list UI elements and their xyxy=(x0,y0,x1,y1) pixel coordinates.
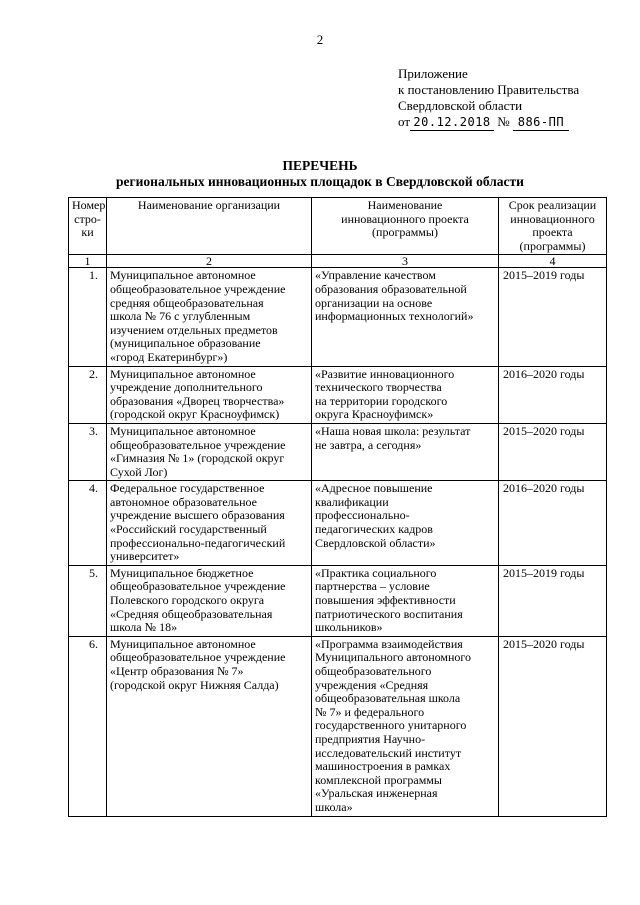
title-line: ПЕРЕЧЕНЬ xyxy=(282,158,358,173)
implementation-period: 2015–2019 годы xyxy=(499,268,607,366)
implementation-period: 2015–2020 годы xyxy=(499,636,607,816)
appendix-block xyxy=(398,66,579,131)
text-line: комплексной программы xyxy=(315,772,442,787)
appendix-line: Приложение xyxy=(398,66,468,81)
implementation-period: 2016–2020 годы xyxy=(499,366,607,423)
organization-name xyxy=(107,636,312,816)
text-line: Муниципальное автономное xyxy=(110,268,256,283)
text-line: повышения эффективности xyxy=(315,593,456,608)
appendix-line: к постановлению Правительства xyxy=(398,82,580,97)
column-number: 1 xyxy=(69,255,107,268)
page-number: 2 xyxy=(316,32,324,47)
text-line: Муниципальное бюджетное xyxy=(110,565,254,580)
text-line: организации на основе xyxy=(315,295,433,310)
document-number: 886-ПП xyxy=(513,114,569,131)
text-line: изучением отдельных предметов xyxy=(110,322,278,337)
organization-name xyxy=(107,366,312,423)
text-line: информационных технологий» xyxy=(315,309,474,324)
row-number: 6. xyxy=(69,636,107,816)
text-line: «Уральская инженерная xyxy=(315,786,438,801)
text-line: общеобразовательное учреждение xyxy=(110,437,286,452)
document-title xyxy=(0,158,640,190)
text-line: на территории городского xyxy=(315,393,448,408)
organization-name xyxy=(107,481,312,566)
text-line: учреждение дополнительного xyxy=(110,380,263,395)
row-number: 1. xyxy=(69,268,107,366)
text-line: профессионально-педагогический xyxy=(110,535,286,550)
project-name xyxy=(312,636,499,816)
column-number-row xyxy=(69,255,607,268)
text-line: Федеральное государственное xyxy=(110,481,265,496)
header-line: Номер xyxy=(72,198,106,212)
header-num xyxy=(69,198,107,255)
header-line: стро- xyxy=(74,211,101,226)
text-line: Свердловской области» xyxy=(315,535,436,550)
text-line: государственного унитарного xyxy=(315,718,467,733)
table-row xyxy=(69,268,607,366)
title-line: региональных инновационных площадок в Свердловской области xyxy=(116,174,524,189)
text-line: «Средняя общеобразовательная xyxy=(110,606,273,621)
text-line: «Адресное повышение xyxy=(315,481,433,496)
text-line: (муниципальное образование xyxy=(110,336,261,351)
header-org xyxy=(107,198,312,255)
text-line: «город Екатеринбург») xyxy=(110,349,228,364)
text-line: учреждение высшего образования xyxy=(110,508,285,523)
appendix-line: Свердловской области xyxy=(398,98,523,113)
table-header-row xyxy=(69,198,607,255)
organization-name xyxy=(107,268,312,366)
text-line: школа № 76 с углубленным xyxy=(110,309,251,324)
column-number: 4 xyxy=(499,255,607,268)
text-line: «Программа взаимодействия xyxy=(315,636,463,651)
header-line: Наименование xyxy=(367,198,443,212)
text-line: машиностроения в рамках xyxy=(315,759,451,774)
text-line: «Наша новая школа: результат xyxy=(315,423,471,438)
text-line: не завтра, а сегодня» xyxy=(315,437,422,452)
number-prefix: № xyxy=(497,114,510,129)
text-line: педагогических кадров xyxy=(315,522,433,537)
text-line: Муниципального автономного xyxy=(315,650,472,665)
project-name xyxy=(312,423,499,480)
text-line: Муниципальное автономное xyxy=(110,423,256,438)
organization-name xyxy=(107,423,312,480)
header-line: Наименование организации xyxy=(137,198,281,212)
text-line: «Управление качеством xyxy=(315,268,436,283)
text-line: Муниципальное автономное xyxy=(110,636,256,651)
text-line: (городской округ Красноуфимск) xyxy=(110,407,280,422)
table-row xyxy=(69,366,607,423)
project-name xyxy=(312,481,499,566)
text-line: «Гимназия № 1» (городской округ xyxy=(110,451,285,466)
innovation-sites-table xyxy=(68,197,607,817)
header-line: инновационного xyxy=(510,211,595,226)
text-line: образования образовательной xyxy=(315,281,467,296)
row-number: 2. xyxy=(69,366,107,423)
header-line: Срок реализации xyxy=(508,198,597,212)
row-number: 4. xyxy=(69,481,107,566)
text-line: учреждения «Средняя xyxy=(315,677,429,692)
implementation-period: 2016–2020 годы xyxy=(499,481,607,566)
text-line: университет» xyxy=(110,549,180,564)
header-line: (программы) xyxy=(519,238,586,253)
row-number: 3. xyxy=(69,423,107,480)
text-line: общеобразовательная школа xyxy=(315,691,461,706)
date-prefix: от xyxy=(398,114,411,129)
column-number: 2 xyxy=(107,255,312,268)
project-name xyxy=(312,565,499,636)
text-line: общеобразовательное учреждение xyxy=(110,281,286,296)
text-line: Сухой Лог) xyxy=(110,464,168,479)
text-line: округа Красноуфимск» xyxy=(315,407,434,422)
text-line: (городской округ Нижняя Салда) xyxy=(110,677,279,692)
column-number: 3 xyxy=(312,255,499,268)
text-line: общеобразовательное учреждение xyxy=(110,579,286,594)
registration-line xyxy=(398,114,579,131)
text-line: патриотического воспитания xyxy=(315,606,463,621)
header-line: (программы) xyxy=(372,225,438,240)
text-line: «Практика социального xyxy=(315,565,437,580)
text-line: общеобразовательного xyxy=(315,664,432,678)
document-date: 20.12.2018 xyxy=(410,114,494,131)
text-line: № 7» и федерального xyxy=(315,704,425,719)
text-line: предприятия Научно- xyxy=(315,731,426,746)
text-line: партнерства – условие xyxy=(315,579,430,594)
text-line: технического творчества xyxy=(315,380,442,395)
text-line: общеобразовательное учреждение xyxy=(110,650,286,665)
text-line: Полевского городского округа xyxy=(110,593,265,608)
text-line: школьников» xyxy=(315,620,383,635)
header-line: ки xyxy=(81,225,94,240)
text-line: средняя общеобразовательная xyxy=(110,295,264,310)
header-line: инновационного проекта xyxy=(341,211,469,226)
text-line: образования «Дворец творчества» xyxy=(110,393,285,408)
row-number: 5. xyxy=(69,565,107,636)
table-row xyxy=(69,481,607,566)
table-body xyxy=(69,268,607,816)
project-name xyxy=(312,268,499,366)
text-line: Муниципальное автономное xyxy=(110,366,256,381)
text-line: квалификации xyxy=(315,494,389,509)
project-name xyxy=(312,366,499,423)
header-project xyxy=(312,198,499,255)
table-row xyxy=(69,636,607,816)
header-period xyxy=(499,198,607,255)
text-line: школа № 18» xyxy=(110,620,178,635)
text-line: автономное образовательное xyxy=(110,494,258,509)
text-line: исследовательский институт xyxy=(315,745,462,760)
header-line: проекта xyxy=(532,225,573,240)
table-row xyxy=(69,565,607,636)
text-line: школа» xyxy=(315,799,353,814)
text-line: «Российский государственный xyxy=(110,522,267,537)
organization-name xyxy=(107,565,312,636)
text-line: профессионально- xyxy=(315,508,410,523)
implementation-period: 2015–2019 годы xyxy=(499,565,607,636)
table-row xyxy=(69,423,607,480)
text-line: «Развитие инновационного xyxy=(315,366,455,381)
implementation-period: 2015–2020 годы xyxy=(499,423,607,480)
text-line: «Центр образования № 7» xyxy=(110,664,244,678)
